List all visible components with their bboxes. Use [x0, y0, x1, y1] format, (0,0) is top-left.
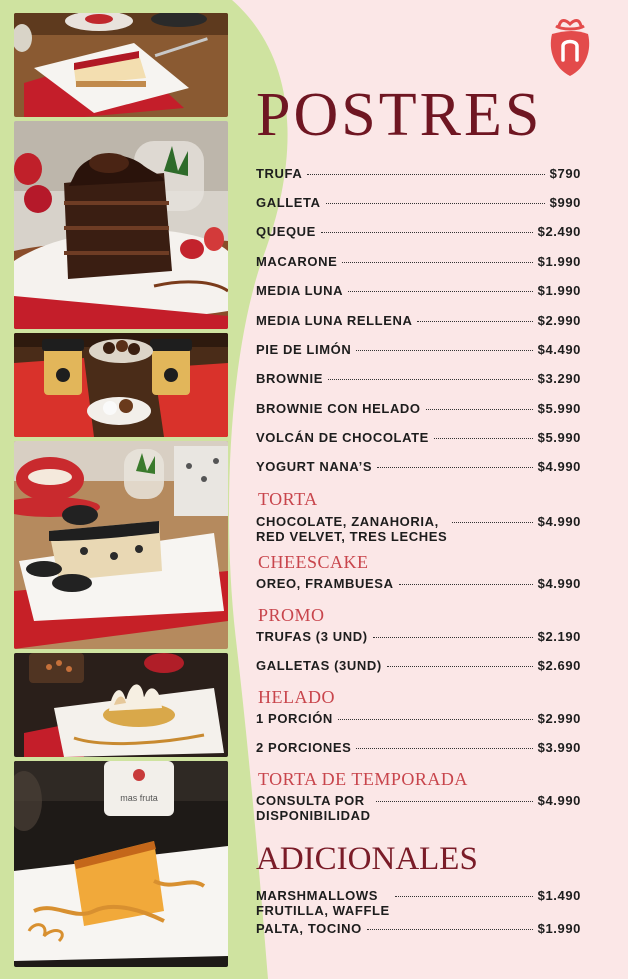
dot-leader — [338, 719, 533, 720]
dot-leader — [367, 929, 533, 930]
menu-item-cheesecake-0 — [256, 576, 581, 591]
dot-leader — [452, 522, 532, 523]
item-name: BROWNIE — [256, 371, 324, 386]
item-price: $5.990 — [537, 401, 581, 416]
item-price: $2.690 — [537, 658, 581, 673]
item-name: GALLETAS (3UND) — [256, 658, 382, 673]
strawberry-n-logo-icon — [548, 16, 592, 78]
torta-heading: TORTA — [258, 489, 318, 509]
dot-leader — [356, 748, 532, 749]
dot-leader — [434, 438, 533, 439]
menu-item-postre-5 — [256, 313, 581, 328]
dot-leader — [417, 321, 532, 322]
item-price: $5.990 — [537, 430, 581, 445]
item-price: $4.990 — [537, 459, 581, 474]
item-price: $790 — [549, 166, 581, 181]
strawberry-cheesecake-photo — [14, 13, 228, 117]
item-price: $990 — [549, 195, 581, 210]
item-price: $2.990 — [537, 711, 581, 726]
item-name: MEDIA LUNA — [256, 283, 344, 298]
item-name: TRUFAS (3 UND) — [256, 629, 368, 644]
menu-item-helado-0 — [256, 711, 581, 726]
item-name: 2 PORCIONES — [256, 740, 352, 755]
cup-text: mas fruta — [120, 793, 158, 803]
menu-item-postre-10 — [256, 459, 581, 474]
item-name: MEDIA LUNA RELLENA — [256, 313, 413, 328]
item-price: $4.990 — [537, 514, 581, 529]
item-price: $1.490 — [537, 888, 581, 903]
dot-leader — [307, 174, 544, 175]
menu-item-torta-0 — [256, 514, 581, 544]
item-price: $1.990 — [537, 254, 581, 269]
item-name: CONSULTA POR DISPONIBILIDAD — [256, 793, 371, 823]
item-name: GALLETA — [256, 195, 321, 210]
dot-leader — [387, 666, 533, 667]
item-name: TRUFA — [256, 166, 303, 181]
item-name: QUEQUE — [256, 224, 316, 239]
item-price: $1.990 — [537, 283, 581, 298]
dot-leader — [377, 467, 532, 468]
cheesecake-heading: CHEESCAKE — [258, 552, 369, 572]
menu-item-postre-3 — [256, 254, 581, 269]
item-price: $1.990 — [537, 921, 581, 936]
item-price: $3.990 — [537, 740, 581, 755]
item-name: OREO, FRAMBUESA — [256, 576, 394, 591]
helado-heading: HELADO — [258, 687, 335, 707]
item-name: PIE DE LIMÓN — [256, 342, 352, 357]
item-price: $4.490 — [537, 342, 581, 357]
promo-heading: PROMO — [258, 605, 325, 625]
item-name: BROWNIE CON HELADO — [256, 401, 421, 416]
menu-item-adicional-1 — [256, 921, 581, 936]
flan-photo — [14, 761, 228, 967]
dot-leader — [342, 262, 532, 263]
chocolate-cake-photo — [14, 121, 228, 329]
menu-item-helado-1 — [256, 740, 581, 755]
item-name: CHOCOLATE, ZANAHORIA, RED VELVET, TRES LECHES — [256, 514, 448, 544]
item-price: $2.990 — [537, 313, 581, 328]
item-name: MARSHMALLOWS FRUTILLA, WAFFLE — [256, 888, 390, 918]
menu-item-postre-7 — [256, 371, 581, 386]
item-price: $2.190 — [537, 629, 581, 644]
menu-item-promo-1 — [256, 658, 581, 673]
menu-item-postre-4 — [256, 283, 581, 298]
coffee-truffles-photo — [14, 333, 228, 437]
item-name: MACARONE — [256, 254, 338, 269]
page-title: POSTRES — [256, 81, 543, 149]
menu-item-postre-8 — [256, 401, 581, 416]
menu-item-temporada-0 — [256, 793, 581, 823]
adicionales-title: ADICIONALES — [256, 841, 478, 877]
dot-leader — [328, 379, 533, 380]
item-name: YOGURT NANA’S — [256, 459, 373, 474]
dot-leader — [399, 584, 533, 585]
dot-leader — [373, 637, 533, 638]
dot-leader — [348, 291, 533, 292]
menu-item-postre-6 — [256, 342, 581, 357]
menu-item-postre-1 — [256, 195, 581, 210]
item-price: $2.490 — [537, 224, 581, 239]
dot-leader — [426, 409, 533, 410]
menu-item-promo-0 — [256, 629, 581, 644]
item-name: VOLCÁN DE CHOCOLATE — [256, 430, 429, 445]
menu-item-postre-9 — [256, 430, 581, 445]
dot-leader — [356, 350, 532, 351]
item-price: $4.990 — [537, 576, 581, 591]
dot-leader — [321, 232, 533, 233]
menu-item-postre-2 — [256, 224, 581, 239]
item-price: $3.290 — [537, 371, 581, 386]
dot-leader — [376, 801, 533, 802]
lemon-pie-photo — [14, 653, 228, 757]
item-price: $4.990 — [537, 793, 581, 808]
dot-leader — [326, 203, 545, 204]
item-name: 1 PORCIÓN — [256, 711, 333, 726]
menu-item-postre-0 — [256, 166, 581, 181]
temporada-heading: TORTA DE TEMPORADA — [258, 769, 468, 789]
oreo-cheesecake-photo — [14, 441, 228, 649]
dot-leader — [395, 896, 533, 897]
item-name: PALTA, TOCINO — [256, 921, 362, 936]
menu-item-adicional-0 — [256, 888, 581, 918]
